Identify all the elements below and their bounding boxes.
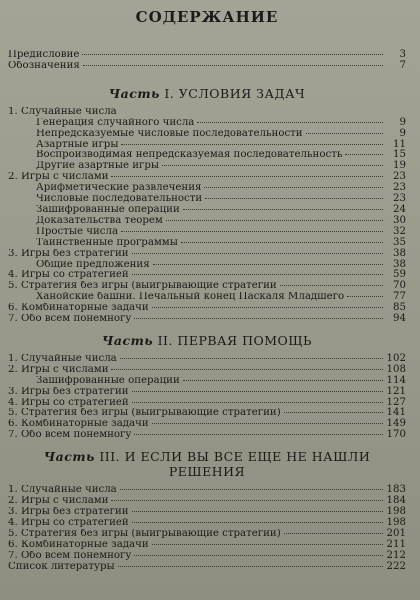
leader-dots xyxy=(166,220,383,221)
toc-entry-row xyxy=(8,485,406,496)
toc-page-number: 9 xyxy=(399,127,406,139)
toc-entry-row xyxy=(8,314,406,325)
leader-dots xyxy=(162,165,383,166)
toc-entry-label: Простые числа xyxy=(36,226,119,237)
toc-page-number: 170 xyxy=(386,429,406,441)
toc-subentry-row xyxy=(8,161,406,172)
toc-entry-label: Генерация случайного числа xyxy=(36,117,195,128)
leader-dots xyxy=(152,307,383,308)
toc-entry-label: Арифметические развлечения xyxy=(36,183,202,194)
toc-page-number: 222 xyxy=(386,560,406,572)
toc-entry-label: 3. Игры без стратегии xyxy=(8,507,129,517)
leader-dots xyxy=(197,122,383,123)
toc-page-number: 9 xyxy=(399,116,406,128)
toc-entry-label: Ханойские башни. Печальный конец Паскаля Младшего xyxy=(36,292,345,303)
toc-page-number: 102 xyxy=(386,352,406,364)
part-word: Часть xyxy=(108,85,160,101)
leader-dots xyxy=(284,533,383,534)
toc-part-section xyxy=(8,86,406,325)
page-title: СОДЕРЖАНИЕ xyxy=(135,8,279,26)
toc-entry-row xyxy=(8,270,406,281)
leader-dots xyxy=(111,176,383,177)
toc-parts xyxy=(8,86,406,573)
toc-entry-label: 2. Игры с числами xyxy=(8,364,109,375)
toc-entry-label: Числовые последовательности xyxy=(36,194,203,205)
toc-page-number: 85 xyxy=(393,302,406,314)
toc-entry-row xyxy=(8,408,406,419)
toc-subentry-row xyxy=(8,216,406,227)
toc-entry-label: 7. Обо всем понемногу xyxy=(8,430,132,441)
leader-dots xyxy=(183,209,383,210)
part-heading xyxy=(8,333,406,348)
toc-subentry-row xyxy=(8,118,406,129)
leader-dots xyxy=(120,358,383,359)
toc-subentry-row xyxy=(8,292,406,303)
leader-dots xyxy=(134,434,383,435)
toc-entry-label: Непредсказуемые числовые последовательности xyxy=(36,128,303,139)
leader-dots xyxy=(121,144,383,145)
toc-page-number: 30 xyxy=(393,214,406,226)
toc-entry-label: 4. Игры со стратегией xyxy=(8,397,129,408)
leader-dots xyxy=(153,264,383,265)
toc-entry-label: 7. Обо всем понемногу xyxy=(8,550,132,561)
leader-dots xyxy=(152,423,383,424)
toc-page-number: 3 xyxy=(399,49,406,60)
toc-page-number: 32 xyxy=(393,225,406,237)
toc-page-number: 211 xyxy=(386,538,406,550)
toc-entry-label: 5. Стратегия без игры (выигрывающие стратегии) xyxy=(8,408,281,419)
leader-dots xyxy=(121,231,383,232)
toc-row xyxy=(8,50,406,61)
toc-page-number: 11 xyxy=(393,138,406,150)
toc-part-section xyxy=(8,449,406,572)
toc-page-number: 183 xyxy=(386,484,406,496)
toc-page-number: 201 xyxy=(386,527,406,539)
toc-subentry-row xyxy=(8,140,406,151)
toc-entry-row xyxy=(8,281,406,292)
part-heading xyxy=(8,449,406,479)
toc-row xyxy=(8,61,406,72)
toc-entry-label: Предисловие xyxy=(8,50,80,60)
toc-entry-label: 3. Игры без стратегии xyxy=(8,386,129,397)
toc-page-number: 59 xyxy=(393,269,406,281)
toc-page-number: 121 xyxy=(386,385,406,397)
toc-subentry-row xyxy=(8,227,406,238)
leader-dots xyxy=(118,566,383,567)
toc-subentry-row xyxy=(8,150,406,161)
toc-entry-label: Доказательства теорем xyxy=(36,215,163,226)
toc-entry-row xyxy=(8,303,406,314)
toc-entry-row xyxy=(8,562,406,573)
toc-entry-row xyxy=(8,387,406,398)
toc-part-section xyxy=(8,333,406,441)
leader-dots xyxy=(134,318,383,319)
toc-page-number: 70 xyxy=(393,280,406,292)
toc-entry-row xyxy=(8,496,406,507)
toc-subentry-row xyxy=(8,260,406,271)
toc-entry-row xyxy=(8,430,406,441)
leader-dots xyxy=(132,253,383,254)
toc-entry-row xyxy=(8,507,406,518)
toc-page-number: 35 xyxy=(393,236,406,248)
leader-dots xyxy=(120,489,383,490)
toc-page-number: 23 xyxy=(393,171,406,183)
leader-dots xyxy=(183,380,383,381)
toc-page-number: 184 xyxy=(386,495,406,507)
toc-subentry-row xyxy=(8,205,406,216)
toc-entry-row xyxy=(8,107,406,118)
toc-entry-label: Зашифрованные операции xyxy=(36,375,180,386)
toc-page-number: 77 xyxy=(393,291,406,303)
toc-entry-label: 1. Случайные числа xyxy=(8,353,117,364)
part-word: Часть xyxy=(102,332,154,348)
toc-entry-row xyxy=(8,249,406,260)
leader-dots xyxy=(205,198,383,199)
toc-page-number: 108 xyxy=(386,363,406,375)
leader-dots xyxy=(132,274,383,275)
toc-page-number: 7 xyxy=(399,59,406,71)
toc-subentry-row xyxy=(8,238,406,249)
toc-page-number: 38 xyxy=(393,247,406,259)
leader-dots xyxy=(280,285,383,286)
toc-entry-label: 5. Стратегия без игры (выигрывающие стратегии xyxy=(8,281,277,292)
leader-dots xyxy=(132,511,383,512)
toc-entry-label: Таинственные программы xyxy=(36,237,178,248)
toc-entry-label: Обозначения xyxy=(8,60,80,71)
front-matter xyxy=(8,50,406,72)
toc-entry-row xyxy=(8,518,406,529)
leader-dots xyxy=(83,65,383,66)
toc-entry-row xyxy=(8,551,406,562)
leader-dots xyxy=(306,133,383,134)
toc-entry-label: 1. Случайные числа xyxy=(8,485,117,496)
toc-subentry-row xyxy=(8,183,406,194)
toc-entry-label: Воспроизводимая непредсказуемая последовательность xyxy=(36,150,343,161)
toc-subentry-row xyxy=(8,129,406,140)
toc-entry-label: 5. Стратегия без игры (выигрывающие стратегии) xyxy=(8,528,281,539)
toc-page-number: 38 xyxy=(393,258,406,270)
toc-entry-label: Список литературы xyxy=(8,561,115,572)
toc-entry-label: 6. Комбинаторные задачи xyxy=(8,303,149,314)
leader-dots xyxy=(132,391,383,392)
toc-entry-row xyxy=(8,529,406,540)
toc-subentry-row xyxy=(8,194,406,205)
toc-entry-label: 4. Игры со стратегией xyxy=(8,517,129,528)
leader-dots xyxy=(132,522,383,523)
leader-dots xyxy=(181,242,383,243)
toc-entry-row xyxy=(8,398,406,409)
part-title: II. ПЕРВАЯ ПОМОЩЬ xyxy=(157,332,312,348)
toc-subentry-row xyxy=(8,376,406,387)
toc-page-number: 24 xyxy=(393,203,406,215)
toc-page-number: 15 xyxy=(393,149,406,161)
toc-entry-label: Другие азартные игры xyxy=(36,161,159,172)
toc-entry-row xyxy=(8,354,406,365)
toc-entry-label: 4. Игры со стратегией xyxy=(8,270,129,281)
leader-dots xyxy=(347,296,383,297)
toc-entry-label: Азартные игры xyxy=(36,139,119,150)
toc-entry-row xyxy=(8,172,406,183)
toc-page-number: 94 xyxy=(393,313,406,325)
toc-entry-label: 6. Комбинаторные задачи xyxy=(8,539,149,550)
toc-entry-label: 2. Игры с числами xyxy=(8,172,109,183)
toc-entry-label: 1. Случайные числа xyxy=(8,106,117,117)
leader-dots xyxy=(82,54,383,55)
leader-dots xyxy=(345,154,383,155)
toc-page-number: 149 xyxy=(386,418,406,430)
part-word: Часть xyxy=(43,449,95,465)
toc-page-number: 198 xyxy=(386,506,406,517)
leader-dots xyxy=(152,544,383,545)
toc-page-number: 19 xyxy=(393,160,406,172)
toc-entry-label: 6. Комбинаторные задачи xyxy=(8,419,149,430)
toc-entry-row xyxy=(8,540,406,551)
toc-page-number: 127 xyxy=(386,396,406,408)
part-heading xyxy=(8,86,406,101)
toc-page-number: 198 xyxy=(386,516,406,528)
toc-page-number: 114 xyxy=(386,374,406,386)
toc-entry-label: Общие предложения xyxy=(36,259,150,270)
leader-dots xyxy=(111,500,383,501)
leader-dots xyxy=(204,187,383,188)
toc-page-number: 23 xyxy=(393,182,406,194)
toc-entry-row xyxy=(8,419,406,430)
leader-dots xyxy=(134,555,383,556)
toc-page-number: 212 xyxy=(386,549,406,561)
leader-dots xyxy=(132,402,383,403)
part-title: I. УСЛОВИЯ ЗАДАЧ xyxy=(164,85,306,101)
toc-page-number: 23 xyxy=(393,193,406,205)
toc-entry-label: 2. Игры с числами xyxy=(8,496,109,507)
toc-page-number: 141 xyxy=(386,407,406,419)
leader-dots xyxy=(111,369,383,370)
toc-entry-label: Зашифрованные операции xyxy=(36,204,180,215)
toc-entry-row xyxy=(8,365,406,376)
toc-entry-label: 7. Обо всем понемногу xyxy=(8,314,132,325)
toc-entry-label: 3. Игры без стратегии xyxy=(8,248,129,259)
part-title: III. И ЕСЛИ ВЫ ВСЕ ЕЩЕ НЕ НАШЛИ РЕШЕНИЯ xyxy=(99,449,371,480)
leader-dots xyxy=(284,412,383,413)
